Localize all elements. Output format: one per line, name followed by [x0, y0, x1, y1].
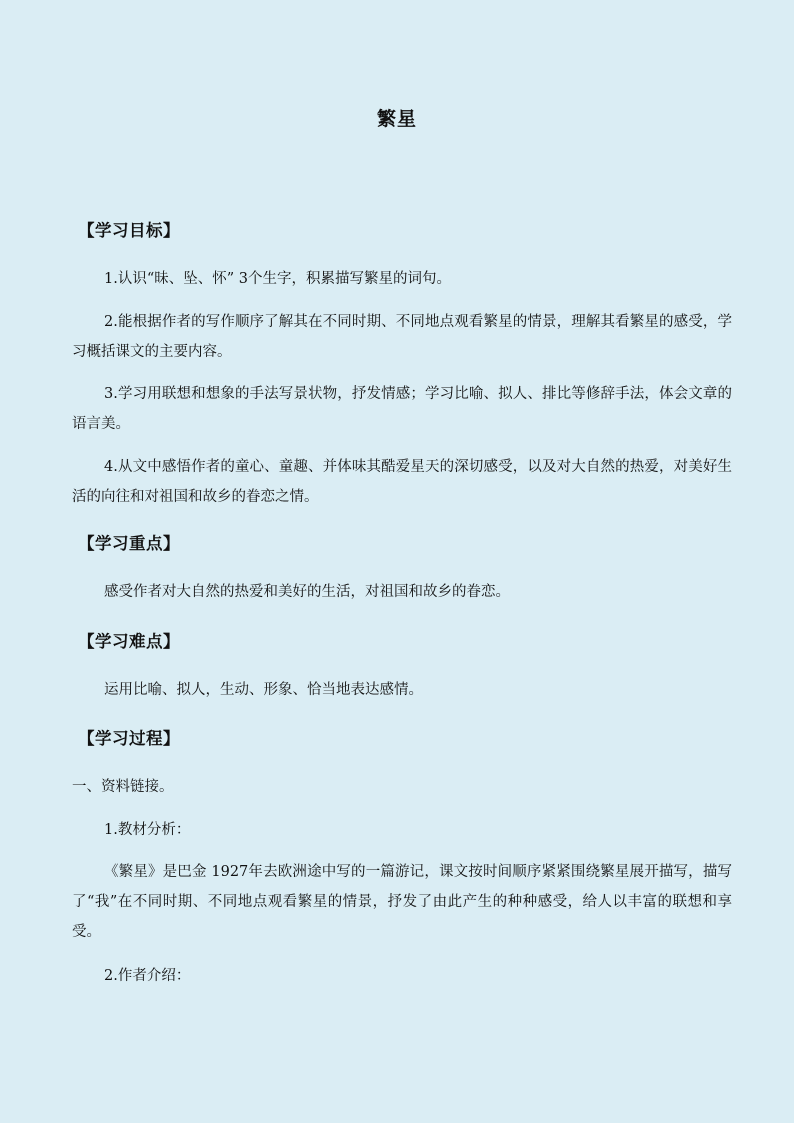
page-title: 繁星	[376, 108, 417, 130]
goal-item-1: 1.认识“昧、坠、怀” 3个生字，积累描写繁星的词句。	[104, 271, 451, 287]
process-item-1-label: 1.教材分析：	[104, 822, 191, 838]
key-points-text: 感受作者对大自然的热爱和美好的生活，对祖国和故乡的眷恋。	[104, 584, 510, 600]
difficulties-text: 运用比喻、拟人，生动、形象、恰当地表达感情。	[104, 682, 423, 698]
section-heading-goals: 【学习目标】	[78, 221, 180, 240]
process-item-2-label: 2.作者介绍：	[104, 968, 191, 984]
section-heading-key-points: 【学习重点】	[78, 534, 180, 553]
goal-item-4: 4.从文中感悟作者的童心、童趣、并体味其酷爱星天的深切感受，以及对大自然的热爱，对美好生活的向往和对祖国和故乡的眷恋之情。	[72, 459, 732, 505]
section-heading-process: 【学习过程】	[78, 729, 180, 748]
process-item-1-text: 《繁星》是巴金 1927年去欧洲途中写的一篇游记，课文按时间顺序紧紧围绕繁星展开描写，描写了“我”在不同时期、不同地点观看繁星的情景，抒发了由此产生的种种感受，给人以丰富的联想和享受。	[72, 864, 732, 940]
process-part-1: 一、资料链接。	[72, 779, 174, 795]
section-heading-difficulties: 【学习难点】	[78, 632, 180, 651]
goal-item-2: 2.能根据作者的写作顺序了解其在不同时期、不同地点观看繁星的情景，理解其看繁星的感受，学习概括课文的主要内容。	[72, 314, 732, 360]
goal-item-3: 3.学习用联想和想象的手法写景状物，抒发情感；学习比喻、拟人、排比等修辞手法，体会文章的语言美。	[72, 386, 732, 432]
